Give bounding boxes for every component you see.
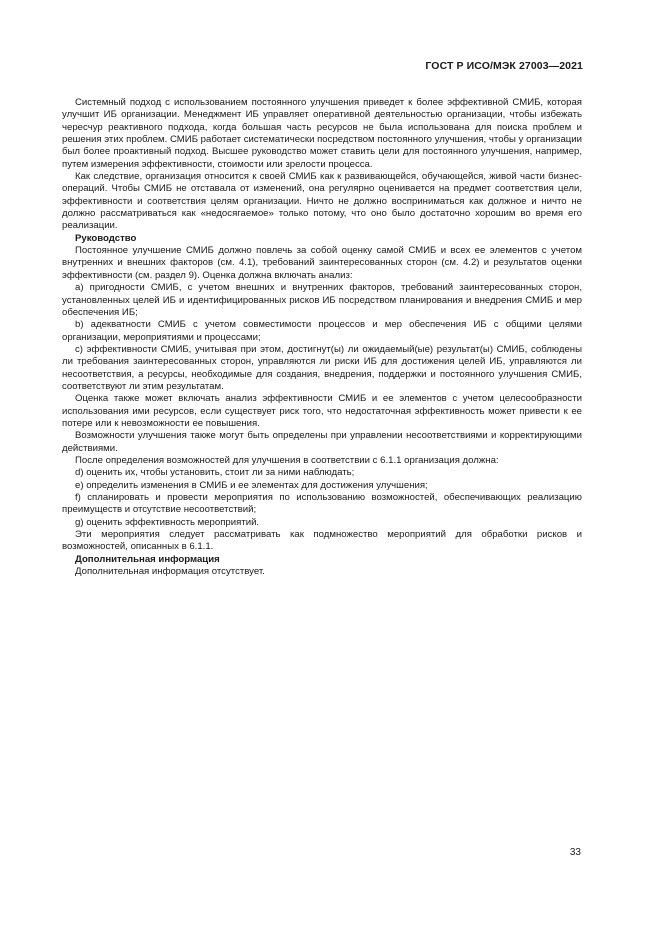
- paragraph-no-additional-info: Дополнительная информация отсутствует.: [75, 566, 265, 578]
- list-item-e: e) определить изменения в СМИБ и ее элементах для достижения улучшения;: [75, 479, 428, 491]
- list-item-c: c) эффективности СМИБ, учитывая при этом, достигнут(ы) ли ожидаемый(ые) результат(ы) СМИБ, соблюдены ли требования заинтересованных сторон, управляются ли риски ИБ для достижения целей ИБ, управляются ли несоответствия, а ресурсы, необходимые для создания, внедрения, поддержки и постоянного улучшения СМИБ, соответствуют ли этим результатам.: [62, 343, 582, 392]
- list-item-b: b) адекватности СМИБ с учетом совместимости процессов и мер обеспечения ИБ с общими целями организации, мероприятиями и процессами;: [62, 319, 582, 343]
- section-heading-guidance: Руководство: [75, 232, 137, 244]
- paragraph-systemic-approach: Системный подход с использованием постоянного улучшения приведет к более эффективной СМИБ, которая улучшит ИБ организации. Менеджмент ИБ управляет оперативной деятельностью организации, чтобы избежать чересчур реактивного подхода, когда большая часть ресурсов не была использована для поиска проблем и решения этих проблем. СМИБ работает систематически посредством постоянного улучшения, чтобы у организации был более проактивный подход. Высшее руководство может ставить цели для постоянного улучшения, например, путем измерения эффективности, стоимости или зрелости процесса.: [62, 97, 582, 170]
- paragraph-consequence: Как следствие, организация относится к своей СМИБ как к развивающейся, обучающейся, живой части бизнес-операций. Чтобы СМИБ не отставала от изменений, она регулярно оценивается на предмет соответствия цели, эффективности и соответствия целям организации. Ничто не должно восприниматься как должное и ничто не должно рассматриваться как «недосягаемое» только потому, что оно было достаточно хорошим во время его реализации.: [62, 171, 582, 232]
- page-number: 33: [569, 847, 581, 858]
- section-heading-additional-info: Дополнительная информация: [75, 553, 220, 565]
- body-text: [62, 97, 582, 578]
- list-item-f: f) спланировать и провести мероприятия по использованию возможностей, обеспечивающих реализацию преимуществ и отсутствие несоответствий;: [62, 492, 582, 516]
- list-item-d: d) оценить их, чтобы установить, стоит ли за ними наблюдать;: [75, 467, 355, 479]
- list-item-a: a) пригодности СМИБ, с учетом внешних и внутренних факторов, требований заинтересованных сторон, установленных целей ИБ и идентифицированных рисков ИБ посредством планирования и внедрения СМИБ и мер обеспечения ИБ;: [62, 282, 582, 318]
- list-item-g: g) оценить эффективность мероприятий.: [75, 516, 260, 528]
- paragraph-evaluation: Оценка также может включать анализ эффективности СМИБ и ее элементов с учетом целесообразности использования ими ресурсов, если существует риск того, что недостаточная эффективность может привести к ее потере или к невозможности ее повышения.: [62, 393, 582, 429]
- paragraph-after-determining: После определения возможностей для улучшения в соответствии с 6.1.1 организация должна:: [75, 454, 499, 466]
- paragraph-activities: Эти мероприятия следует рассматривать как подмножество мероприятий для обработки рисков и возможностей, описанных в 6.1.1.: [62, 529, 582, 553]
- paragraph-continual-improvement: Постоянное улучшение СМИБ должно повлечь за собой оценку самой СМИБ и всех ее элементов с учетом внутренних и внешних факторов (см. 4.1), требований заинтересованных сторон (см. 4.2) и результатов оценки эффективности (см. раздел 9). Оценка должна включать анализ:: [62, 245, 582, 281]
- standard-header: ГОСТ Р ИСО/МЭК 27003—2021: [425, 60, 583, 72]
- paragraph-opportunities: Возможности улучшения также могут быть определены при управлении несоответствиями и корректирующими действиями.: [62, 430, 582, 454]
